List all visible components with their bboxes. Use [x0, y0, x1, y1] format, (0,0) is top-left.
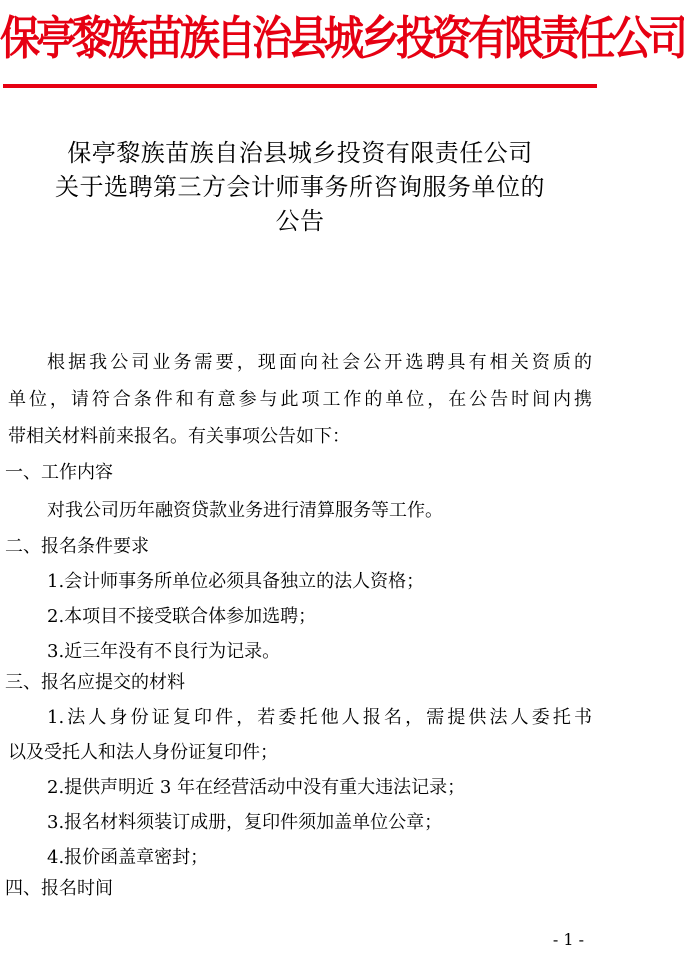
letterhead-company-name: 保亭黎族苗族自治县城乡投资有限责任公司 — [0, 11, 684, 66]
section-3-item-4: 4.报价函盖章密封； — [47, 847, 209, 868]
section-2-item-2: 2.本项目不接受联合体参加选聘； — [47, 606, 317, 627]
section-3-item-1-cont: 以及受托人和法人身份证复印件； — [8, 742, 278, 763]
section-2-heading: 二、报名条件要求 — [5, 536, 149, 557]
section-3-item-1: 1.法人身份证复印件，若委托他人报名，需提供法人委托书 — [47, 707, 592, 728]
title-line-1: 保亭黎族苗族自治县城乡投资有限责任公司 — [67, 139, 533, 167]
title-line-3: 公告 — [275, 207, 325, 235]
intro-line-2: 单位，请符合条件和有意参与此项工作的单位，在公告时间内携 — [8, 389, 592, 410]
title-line-2: 关于选聘第三方会计师事务所咨询服务单位的 — [55, 173, 545, 201]
section-2-item-3: 3.近三年没有不良行为记录。 — [47, 641, 281, 662]
section-3-item-2: 2.提供声明近 3 年在经营活动中没有重大违法记录； — [47, 777, 466, 798]
section-3-heading: 三、报名应提交的材料 — [5, 672, 185, 693]
section-4-heading: 四、报名时间 — [5, 878, 113, 899]
intro-line-3: 带相关材料前来报名。有关事项公告如下： — [8, 426, 350, 447]
section-1-heading: 一、工作内容 — [5, 462, 113, 483]
announcement-title — [0, 136, 600, 238]
section-1-line-1: 对我公司历年融资贷款业务进行清算服务等工作。 — [47, 500, 443, 521]
letterhead-red-rule — [3, 84, 597, 88]
intro-line-1: 根据我公司业务需要，现面向社会公开选聘具有相关资质的 — [47, 352, 592, 373]
section-2-item-1: 1.会计师事务所单位必须具备独立的法人资格； — [47, 571, 425, 592]
section-3-item-3: 3.报名材料须装订成册，复印件须加盖单位公章； — [47, 812, 443, 833]
page-number: - 1 - — [552, 930, 584, 949]
